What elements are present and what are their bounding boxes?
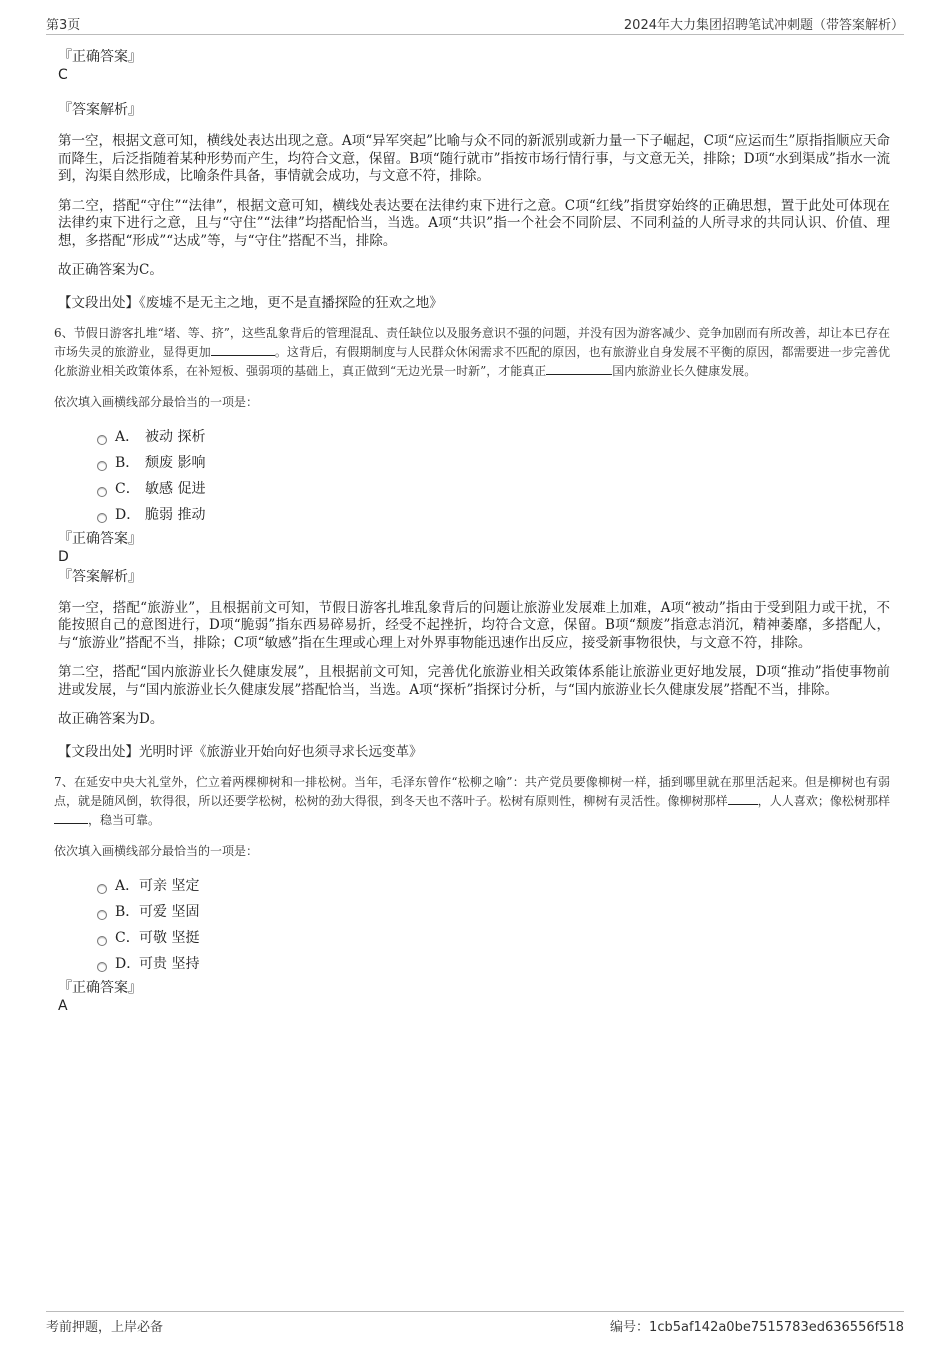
page-footer [46,1311,904,1336]
radio-button[interactable] [97,435,107,445]
answer-label: 『正确答案』 [58,49,142,65]
option-c[interactable]: C． 敏感 促进 [58,478,890,504]
fill-blank [546,363,612,375]
correct-answer: D [58,548,69,565]
option-a[interactable]: A． 被动 探析 [58,426,890,452]
option-b[interactable]: B． 颓废 影响 [58,452,890,478]
answer-label: 『正确答案』 [58,530,142,547]
analysis-label: 『答案解析』 [58,568,142,585]
radio-button[interactable] [97,513,107,523]
document-title: 2024年大力集团招聘笔试冲刺题（带答案解析） [623,18,904,33]
radio-button[interactable] [97,461,107,471]
stem-text: ，人人喜欢；像松树那样 [757,793,890,808]
stem-text: 。这背后，有假期制度与人民群众休闲需求不匹配的原因，也有旅游业自身发展不平衡的原因，都需要进一步完善优化旅游业相关政策体系，在补短板、强弱项的基础上，真正做到“无边光景一时新”，才能真正 [54,344,890,378]
stem-text: ，稳当可靠。 [88,812,161,827]
question-stem [54,773,890,830]
answer-label: 『正确答案』 [58,979,142,996]
fill-blank [54,812,88,824]
stem-text: 7、在延安中央大礼堂外，伫立着两棵柳树和一排松树。当年，毛泽东曾作“松柳之喻”：共产党员要像柳树一样，插到哪里就在那里活起来。但是柳树也有弱点，就是随风倒，软得很，所以还要学松树，松树的劲大得很，到冬天也不落叶子。松树有原则性，柳树有灵活性。像柳树那样 [54,774,890,808]
option-list [58,426,890,530]
analysis-paragraph: 第二空，搭配“国内旅游业长久健康发展”，且根据前文可知，完善优化旅游业相关政策体系能让旅游业更好地发展，D项“推动”指使事物前进或发展，与“国内旅游业长久健康发展”搭配恰当，当选。A项“探析”指探讨分析，与“国内旅游业长久健康发展”搭配不当，排除。 [58,664,890,698]
option-c[interactable]: C．可敬 坚挺 [58,927,890,953]
page-number: 第3页 [46,18,81,33]
correct-answer: A [58,997,68,1014]
stem-text: 6、节假日游客扎堆“堵、等、挤”，这些乱象背后的管理混乱、责任缺位以及服务意识不强的问题，并没有因为游客减少、竞争加剧而有所改善，却让本已存在市场失灵的旅游业，显得更加 [54,325,890,359]
analysis-paragraph: 第一空，根据文意可知，横线处表达出现之意。A项“异军突起”比喻与众不同的新派别或新力量一下子崛起，C项“应运而生”原指指顺应天命而降生，后泛指随着某种形势而产生，均符合文意，保留。B项“随行就市”指按市场行情行事，与文意无关，排除；D项“水到渠成”指水一流到，沟渠自然形成，比喻条件具备，事情就会成功，与文意不符，排除。 [58,133,890,184]
option-a[interactable]: A．可亲 坚定 [58,875,890,901]
correct-answer: C [58,67,68,83]
analysis-label: 『答案解析』 [58,102,142,118]
option-d[interactable]: D． 脆弱 推动 [58,504,890,530]
footer-slogan: 考前押题，上岸必备 [46,1320,164,1335]
question-prompt: 依次填入画横线部分最恰当的一项是： [54,394,259,409]
option-b[interactable]: B．可爱 坚固 [58,901,890,927]
radio-button[interactable] [97,487,107,497]
page-content [54,44,890,1015]
analysis-paragraph: 第一空，搭配“旅游业”，且根据前文可知，节假日游客扎堆乱象背后的问题让旅游业发展难上加难，A项“被动”指由于受到阻力或干扰，不能按照自己的意图进行，D项“脆弱”指东西易碎易折，经受不起挫折，均符合文意，保留。B项“颓废”指意志消沉，精神萎靡，多搭配人，与“旅游业”搭配不当，排除；C项“敏感”指在生理或心理上对外界事物能迅速作出反应，接受新事物很快，与文意不符，排除。 [58,599,890,651]
stem-text: 国内旅游业长久健康发展。 [612,363,757,378]
question-stem [54,324,890,381]
analysis-conclusion: 故正确答案为D。 [58,711,164,727]
analysis-conclusion: 故正确答案为C。 [58,262,163,278]
radio-button[interactable] [97,910,107,920]
question-prompt: 依次填入画横线部分最恰当的一项是： [54,843,259,858]
passage-source: 【文段出处】《废墟不是无主之地，更不是直播探险的狂欢之地》 [58,294,443,311]
fill-blank [728,793,758,805]
fill-blank [211,344,275,356]
analysis-paragraph: 第二空，搭配“守住”“法律”，根据文意可知，横线处表达要在法律约束下进行之意。C项“红线”指贯穿始终的正确思想，置于此处可体现在法律约束下进行之意，且与“守住”“法律”均搭配恰当，当选。A项“共识”指一个社会不同阶层、不同利益的人所寻求的共同认识、价值、理想，多搭配“形成”“达成”等，与“守住”搭配不当，排除。 [58,197,890,249]
option-list [58,875,890,979]
radio-button[interactable] [97,936,107,946]
radio-button[interactable] [97,962,107,972]
passage-source: 【文段出处】光明时评《旅游业开始向好也须寻求长远变革》 [58,743,423,760]
document-id: 编号：1cb5af142a0be7515783ed636556f518 [610,1320,904,1335]
radio-button[interactable] [97,884,107,894]
page-header [46,12,904,35]
option-d[interactable]: D．可贵 坚持 [58,953,890,979]
